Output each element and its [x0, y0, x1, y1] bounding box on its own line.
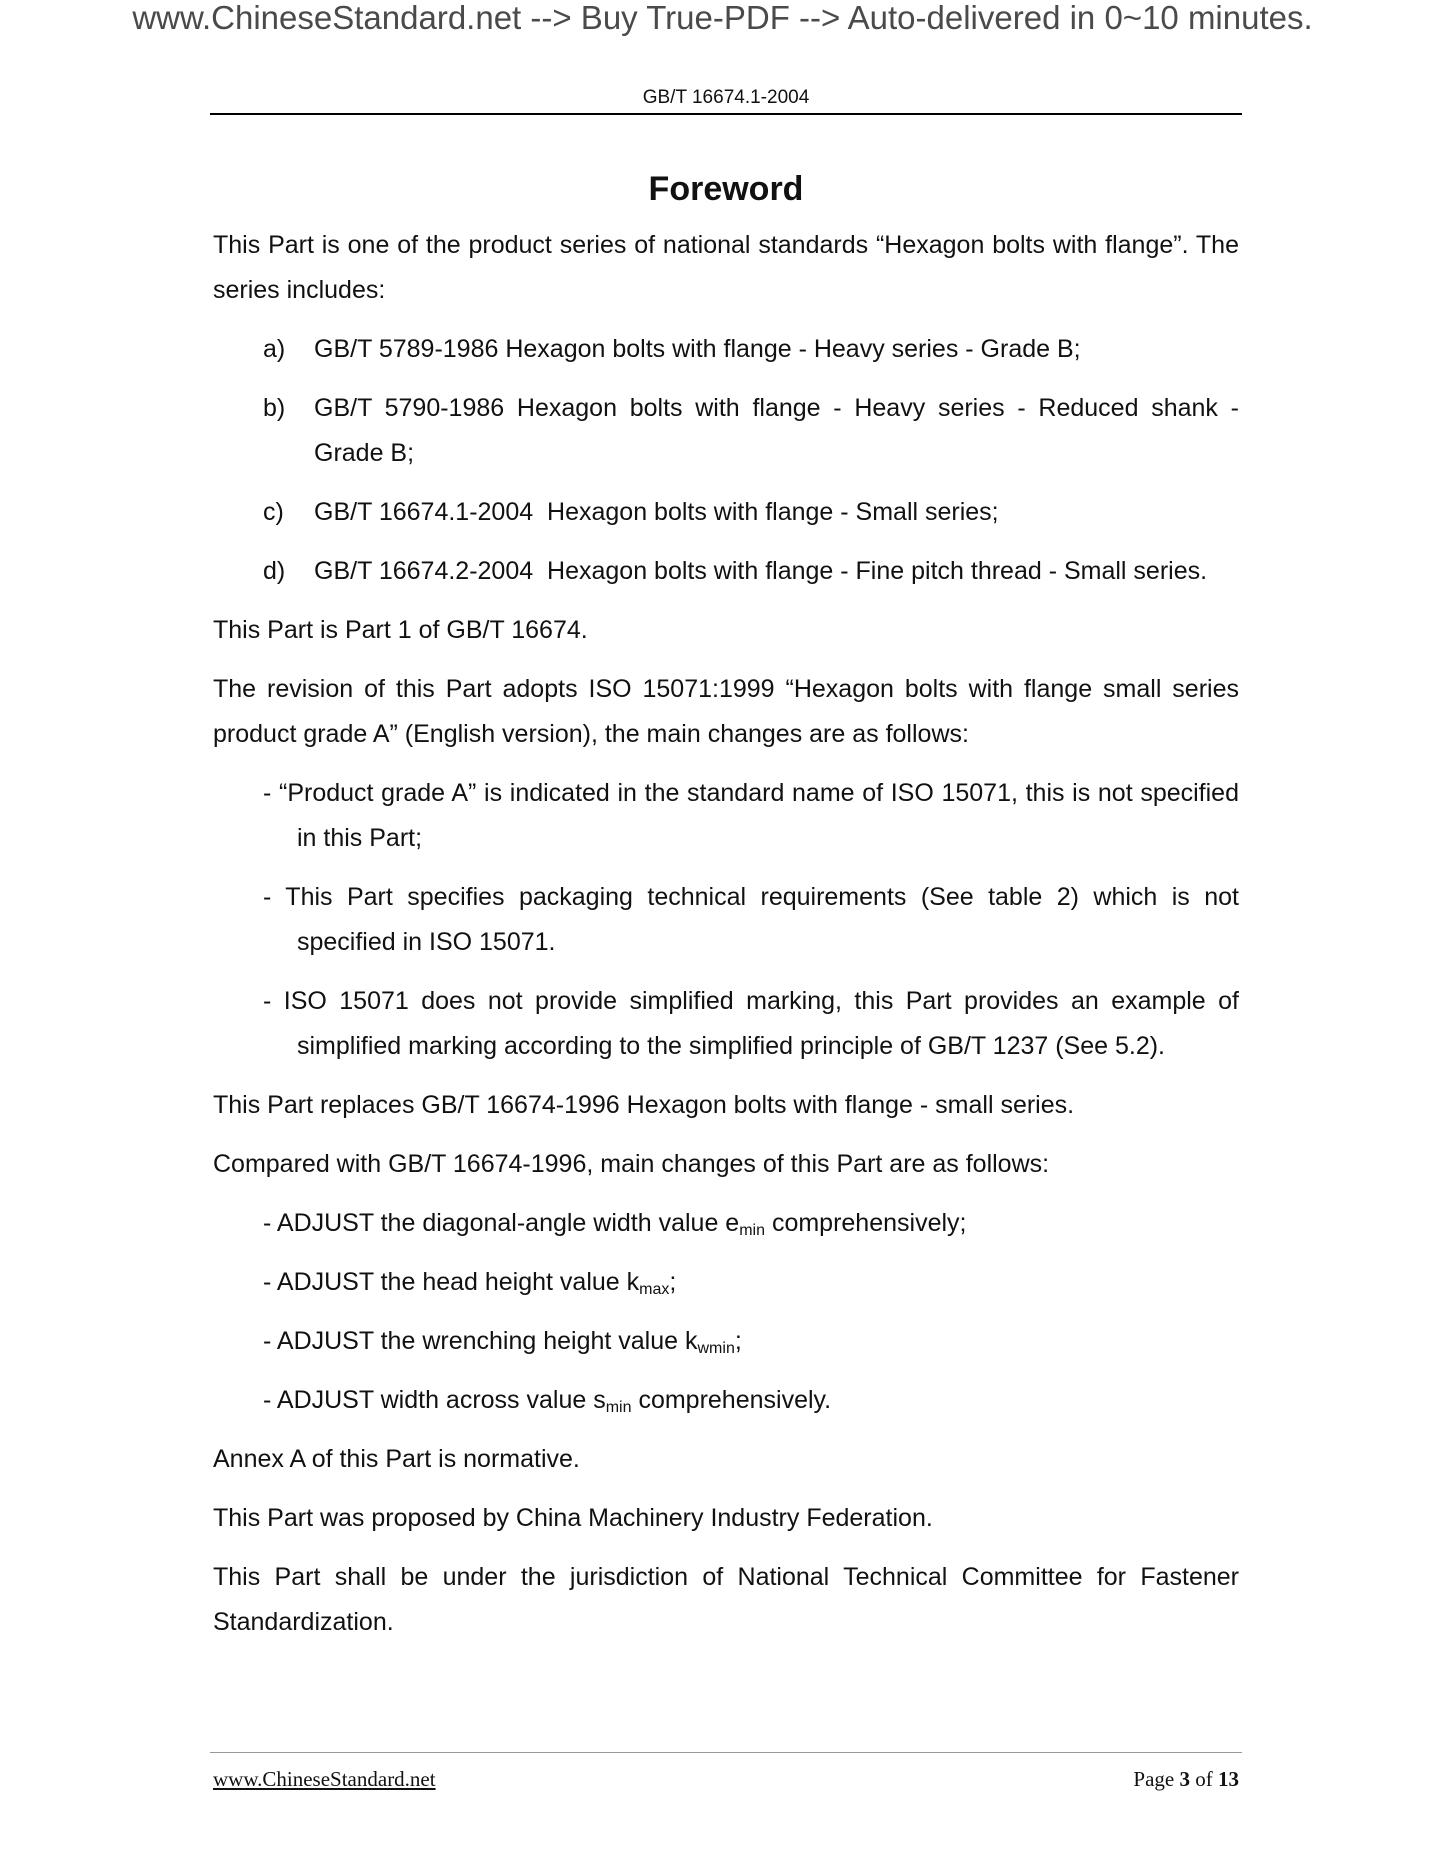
intro-paragraph: This Part is one of the product series of national standards “Hexagon bolts with flange”. The series includes:: [213, 231, 1239, 304]
page-current: 3: [1179, 1767, 1190, 1791]
change-text-tail: comprehensively.: [631, 1386, 832, 1414]
page-total: 13: [1218, 1767, 1239, 1791]
change-text-tail: comprehensively;: [765, 1209, 967, 1237]
revision-change-item: - This Part specifies packaging technical requirements (See table 2) which is not specified in ISO 15071.: [263, 883, 1239, 956]
list-item-text: GB/T 16674.2-2004 Hexagon bolts with flange - Fine pitch thread - Small series.: [314, 557, 1208, 585]
page-word: Page: [1133, 1767, 1175, 1791]
list-item: [213, 386, 1239, 476]
subscript: wmin: [697, 1340, 735, 1357]
standard-code: GB/T 16674.1-2004: [642, 87, 810, 108]
list-item-text: GB/T 16674.1-2004 Hexagon bolts with flange - Small series;: [314, 498, 999, 526]
annex-statement: Annex A of this Part is normative.: [213, 1445, 580, 1473]
change-text: - ADJUST the diagonal-angle width value e: [263, 1209, 740, 1237]
compared-change-item: [213, 1378, 1239, 1423]
list-item: [213, 549, 1239, 594]
revision-intro: The revision of this Part adopts ISO 15071:1999 “Hexagon bolts with flange small series product grade A” (English version), the main changes are as follows:: [213, 675, 1239, 748]
page-header: [210, 85, 1242, 115]
list-item-text: GB/T 5789-1986 Hexagon bolts with flange - Heavy series - Grade B;: [314, 335, 1081, 363]
compared-intro: Compared with GB/T 16674-1996, main changes of this Part are as follows:: [213, 1150, 1050, 1178]
page-number: [1133, 1767, 1239, 1792]
change-text-tail: ;: [734, 1327, 742, 1355]
list-item: [213, 490, 1239, 535]
footer-website-link[interactable]: www.ChineseStandard.net: [213, 1767, 436, 1791]
subscript: min: [739, 1222, 765, 1239]
list-item-text: GB/T 5790-1986 Hexagon bolts with flange - Heavy series - Reduced shank - Grade B;: [314, 394, 1239, 467]
change-text: - ADJUST width across value s: [263, 1386, 606, 1414]
list-marker: d): [263, 557, 286, 585]
page-footer: [210, 1752, 1242, 1791]
subscript: max: [639, 1281, 670, 1298]
compared-change-item: [213, 1201, 1239, 1246]
page-of: of: [1195, 1767, 1213, 1791]
list-marker: a): [263, 335, 286, 363]
jurisdiction-statement: This Part shall be under the jurisdiction of National Technical Committee for Fastener Standardization.: [213, 1563, 1239, 1636]
subscript: min: [605, 1399, 632, 1416]
part-statement: This Part is Part 1 of GB/T 16674.: [213, 616, 588, 644]
change-text: - ADJUST the head height value k: [263, 1268, 640, 1296]
proposed-statement: This Part was proposed by China Machinery Industry Federation.: [213, 1504, 933, 1532]
banner-text: www.ChineseStandard.net --> Buy True-PDF --> Auto-delivered in 0~10 minutes.: [132, 0, 1313, 36]
replaces-statement: This Part replaces GB/T 16674-1996 Hexagon bolts with flange - small series.: [213, 1091, 1075, 1119]
change-text-tail: ;: [669, 1268, 677, 1296]
change-text: - ADJUST the wrenching height value k: [263, 1327, 698, 1355]
compared-change-item: [213, 1319, 1239, 1364]
compared-change-item: [213, 1260, 1239, 1305]
list-marker: b): [263, 394, 286, 422]
list-item: [213, 327, 1239, 372]
list-marker: c): [263, 498, 284, 526]
revision-change-item: - ISO 15071 does not provide simplified marking, this Part provides an example of simplified marking according to the simplified principle of GB/T 1237 (See 5.2).: [263, 987, 1239, 1060]
page-title: Foreword: [648, 170, 804, 208]
document-body: [213, 165, 1239, 1659]
revision-change-item: - “Product grade A” is indicated in the standard name of ISO 15071, this is not specified in this Part;: [263, 779, 1239, 852]
